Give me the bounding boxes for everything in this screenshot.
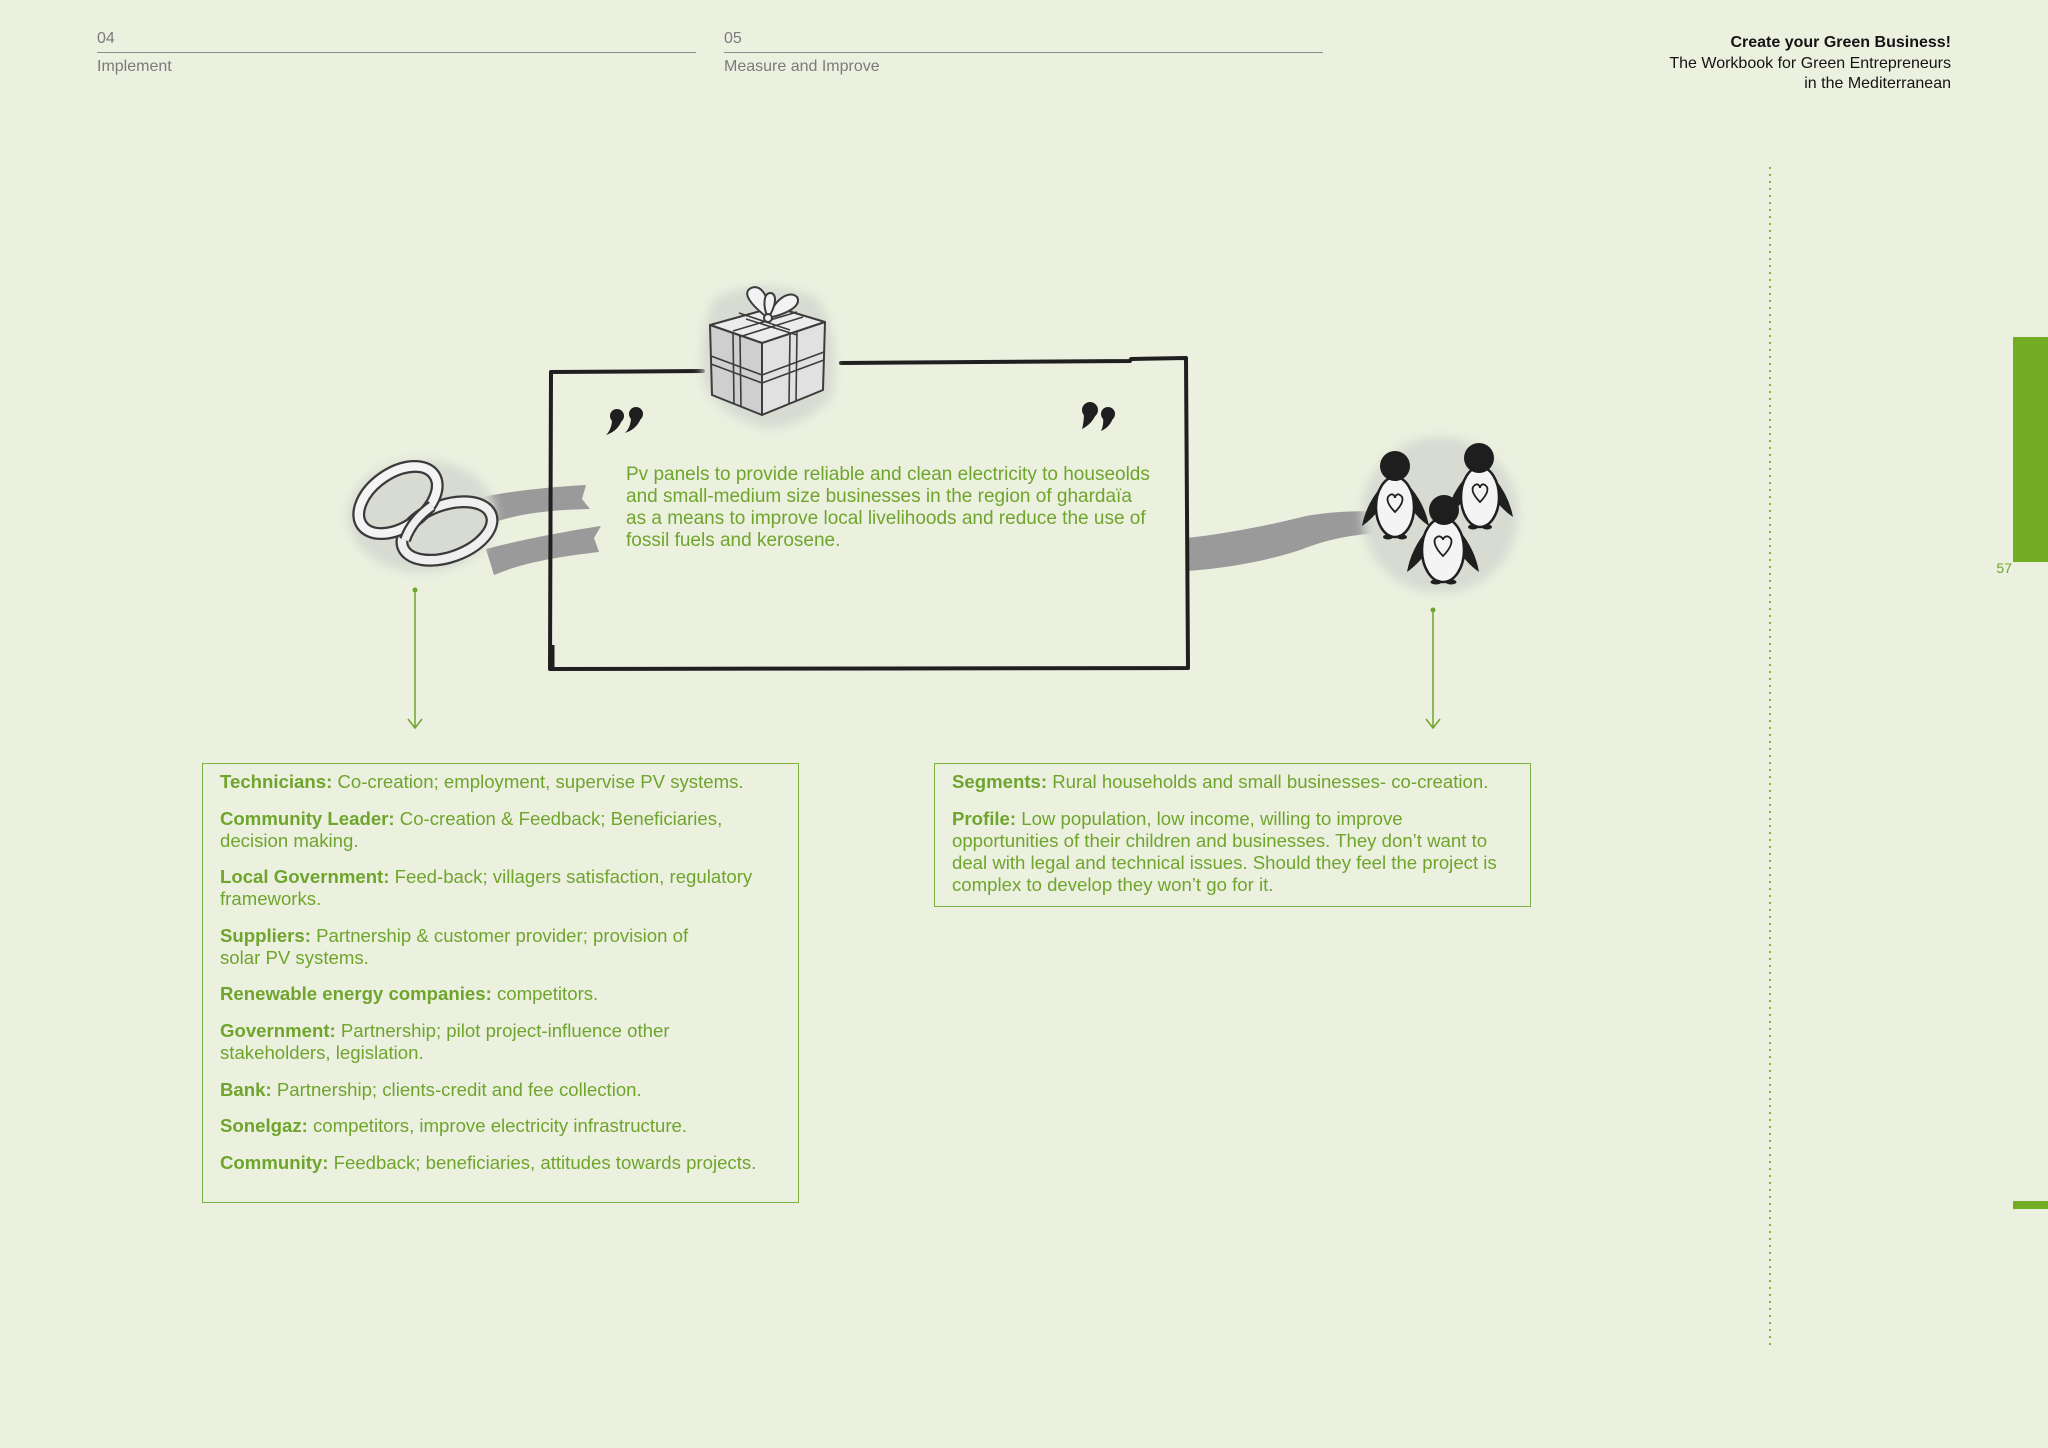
section-title: Measure and Improve <box>724 58 880 75</box>
page-number: 57 <box>1996 560 2012 576</box>
quote-tail <box>606 419 622 435</box>
item-text: Rural households and small businesses- co-creation. <box>1052 771 1489 792</box>
quote-tail <box>1082 412 1096 429</box>
quote-tail <box>1101 417 1113 431</box>
list-item <box>220 808 781 852</box>
item-text: Partnership & customer provider; provision of solar PV systems. <box>220 924 689 968</box>
item-label: Profile: <box>952 807 1017 829</box>
section-rule <box>724 52 1323 53</box>
wedding-rings-icon <box>346 453 500 572</box>
customers-box <box>934 763 1531 907</box>
list-item <box>220 1079 781 1101</box>
item-label: Sonelgaz: <box>220 1115 308 1137</box>
quote-mark-icon <box>1082 402 1115 431</box>
right-down-arrow-icon <box>1426 608 1440 729</box>
value-proposition-text: Pv panels to provide reliable and clean electricity to houseolds and small-medium size businesses in the region of ghardaïa as a means to improve local livelihoods and reduce the use of fossil fuels and kerosene. <box>626 464 1150 551</box>
item-text: Partnership; pilot project-influence other stakeholders, legislation. <box>220 1019 670 1063</box>
list-item <box>952 808 1513 896</box>
item-label: Government: <box>220 1019 336 1041</box>
item-label: Local Government: <box>220 866 390 888</box>
section-rule <box>97 52 696 53</box>
list-item <box>220 983 781 1005</box>
list-item <box>220 866 781 910</box>
right-connector-band <box>1187 511 1391 571</box>
section-number: 05 <box>724 30 742 47</box>
book-title-block <box>1669 33 1951 95</box>
item-label: Community: <box>220 1151 329 1173</box>
item-text: Partnership; clients-credit and fee collection. <box>276 1078 642 1100</box>
book-title: Create your Green Business! <box>1730 34 1951 51</box>
list-item <box>220 925 781 969</box>
item-text: Feedback; beneficiaries, attitudes towards projects. <box>333 1151 757 1173</box>
penguins-icon <box>1362 437 1518 593</box>
list-item <box>952 771 1513 793</box>
item-label: Bank: <box>220 1078 272 1100</box>
item-label: Technicians: <box>220 771 333 792</box>
item-text: Co-creation; employment, supervise PV systems. <box>337 771 744 792</box>
chapter-tab-marker <box>2013 1201 2048 1209</box>
book-subtitle: The Workbook for Green Entrepreneurs in the Mediterranean <box>1669 54 1951 92</box>
list-item <box>220 1152 781 1174</box>
item-label: Community Leader: <box>220 807 395 829</box>
item-label: Segments: <box>952 771 1048 792</box>
list-item <box>220 1115 781 1137</box>
item-label: Renewable energy companies: <box>220 983 492 1005</box>
band-strip-lower <box>486 526 601 575</box>
gift-icon <box>702 287 835 428</box>
chapter-tab-bar <box>2013 337 2048 562</box>
left-down-arrow-icon <box>408 588 422 729</box>
item-label: Suppliers: <box>220 924 311 946</box>
quote-tail <box>625 417 641 433</box>
list-item <box>220 771 781 793</box>
item-text: Low population, low income, willing to improve opportunities of their children and businesses. They don’t want to deal with legal and technical issues. Should they feel the project is complex to develop they won’t go for it. <box>952 807 1497 895</box>
item-text: Co-creation & Feedback; Beneficiaries, decision making. <box>220 807 723 851</box>
section-number: 04 <box>97 30 115 47</box>
stakeholders-box <box>202 763 799 1203</box>
item-text: competitors, improve electricity infrastructure. <box>312 1115 688 1137</box>
list-item <box>220 1020 781 1064</box>
item-text: competitors. <box>496 983 599 1005</box>
quote-mark-icon <box>606 407 643 435</box>
section-title: Implement <box>97 58 172 75</box>
item-text: Feed-back; villagers satisfaction, regulatory frameworks. <box>220 866 753 910</box>
